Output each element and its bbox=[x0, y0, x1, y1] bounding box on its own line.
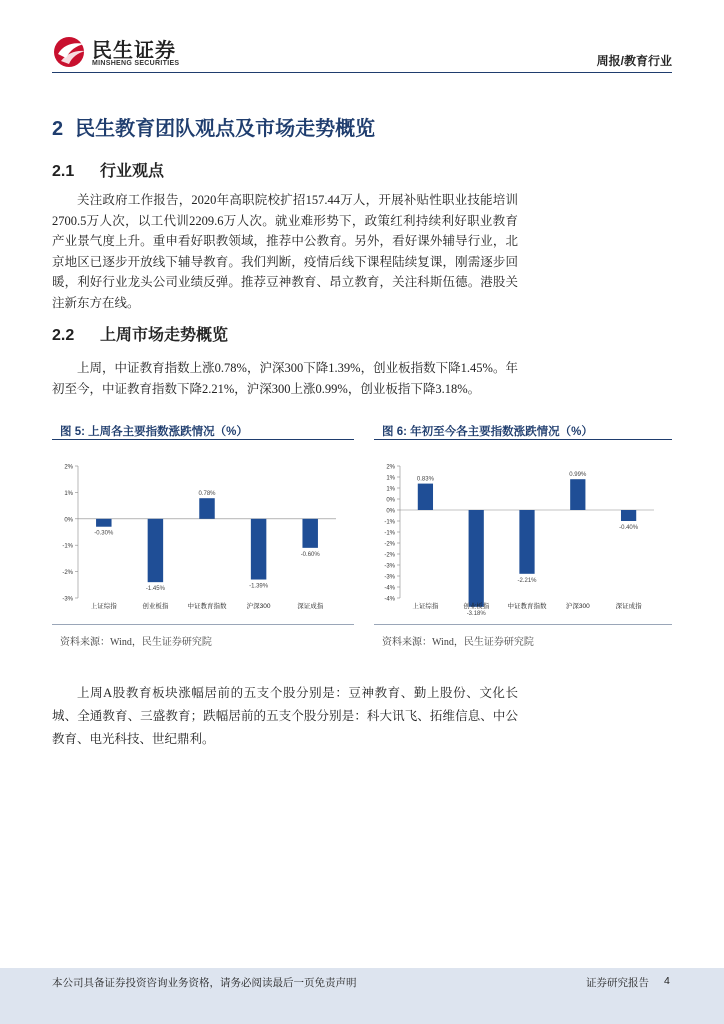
fig6-y-tick-label: -3% bbox=[384, 574, 395, 581]
fig6-category-label: 创业板指 bbox=[463, 603, 490, 610]
fig6-data-label: -3.18% bbox=[466, 610, 486, 617]
figure-5-chart bbox=[52, 448, 354, 620]
fig6-data-label: 0.83% bbox=[416, 476, 434, 483]
fig5-bar bbox=[199, 498, 214, 519]
fig6-category-label: 中证教育指数 bbox=[507, 603, 547, 610]
figure-6-title: 图 6: 年初至今各主要指数涨跌情况（%） bbox=[382, 426, 593, 438]
fig6-bar bbox=[469, 510, 484, 607]
fig5-y-tick-label: 2% bbox=[64, 464, 73, 471]
fig6-bar bbox=[519, 510, 534, 574]
section-number: 2 bbox=[52, 118, 64, 140]
fig5-bar bbox=[302, 519, 317, 548]
fig6-bar bbox=[418, 484, 433, 510]
report-tag: 周报/教育行业 bbox=[596, 54, 672, 68]
industry-view-paragraph bbox=[52, 190, 518, 313]
fig5-bar bbox=[96, 519, 111, 527]
figure-6-top-rule bbox=[374, 439, 672, 440]
fig5-y-tick-label: -1% bbox=[62, 543, 73, 550]
fig6-bar bbox=[621, 510, 636, 521]
subsection-title: 上周市场走势概览 bbox=[100, 327, 229, 344]
fig5-y-tick-label: 0% bbox=[64, 517, 73, 524]
fig6-category-label: 深证成指 bbox=[615, 603, 642, 610]
fig5-y-tick-label: 1% bbox=[64, 490, 73, 497]
footer-disclaimer: 本公司具备证券投资咨询业务资格，请务必阅读最后一页免责声明 bbox=[52, 977, 357, 989]
fig6-y-tick-label: -4% bbox=[384, 585, 395, 592]
minsheng-logo-icon bbox=[52, 34, 88, 68]
figure-5-title: 图 5: 上周各主要指数涨跌情况（%） bbox=[60, 426, 248, 438]
fig6-y-tick-label: 2% bbox=[386, 464, 395, 471]
fig6-y-tick-label: -3% bbox=[384, 563, 395, 570]
figure-6-source: 资料来源：Wind，民生证券研究院 bbox=[382, 637, 534, 648]
fig6-y-tick-label: -1% bbox=[384, 530, 395, 537]
logo-english-text: MINSHENG SECURITIES bbox=[92, 60, 180, 67]
fig5-data-label: -1.39% bbox=[249, 583, 269, 590]
footer-document-type: 证券研究报告 bbox=[586, 977, 649, 989]
subsection-heading-2-2 bbox=[52, 322, 228, 345]
fig5-data-label: -1.45% bbox=[145, 586, 165, 593]
fig5-y-tick-label: -3% bbox=[62, 596, 73, 603]
fig5-category-label: 上证综指 bbox=[90, 603, 117, 610]
fig6-y-tick-label: 1% bbox=[386, 486, 395, 493]
fig6-y-tick-label: 0% bbox=[386, 497, 395, 504]
figure-5-bottom-rule bbox=[52, 624, 354, 625]
top-stocks-paragraph bbox=[52, 682, 518, 751]
figure-5-source: 资料来源：Wind，民生证券研究院 bbox=[60, 637, 212, 648]
paragraph-text: 关注政府工作报告，2020年高职院校扩招157.44万人，开展补贴性职业技能培训2700.5万人次，以工代训2209.6万人次。就业难形势下，政策红利持续利好职业教育产业景气度上升。重申看好职教领域，推荐中公教育。另外，看好课外辅导行业，北京地区已逐步开放线下辅导教育。我们判断，疫情后线下课程陆续复课，刚需逐步回暖，利好行业龙头公司业绩反弹。推荐豆神教育、昂立教育，关注科斯伍德。港股关注新东方在线。 bbox=[52, 193, 518, 310]
fig6-data-label: -2.21% bbox=[517, 577, 537, 584]
fig6-category-label: 上证综指 bbox=[412, 603, 439, 610]
fig6-y-tick-label: 0% bbox=[386, 508, 395, 515]
fig5-category-label: 深证成指 bbox=[297, 603, 324, 610]
fig5-category-label: 中证教育指数 bbox=[187, 603, 227, 610]
header-divider bbox=[52, 72, 672, 73]
subsection-title: 行业观点 bbox=[100, 163, 165, 180]
fig6-data-label: -0.40% bbox=[619, 525, 639, 531]
section-title: 民生教育团队观点及市场走势概览 bbox=[75, 118, 376, 140]
figure-6-chart bbox=[374, 448, 672, 620]
fig5-data-label: 0.78% bbox=[198, 491, 216, 498]
fig5-bar bbox=[251, 519, 266, 580]
page-number: 4 bbox=[664, 975, 670, 987]
page-header bbox=[0, 0, 724, 80]
fig6-y-tick-label: -1% bbox=[384, 519, 395, 526]
fig5-data-label: -0.30% bbox=[94, 530, 114, 537]
fig6-y-tick-label: -4% bbox=[384, 596, 395, 603]
section-heading bbox=[52, 112, 375, 141]
fig6-y-tick-label: -2% bbox=[384, 552, 395, 559]
market-overview-paragraph bbox=[52, 358, 518, 399]
paragraph-text: 上周，中证教育指数上涨0.78%，沪深300下降1.39%，创业板指数下降1.45%。年初至今，中证教育指数下降2.21%，沪深300上涨0.99%，创业板指下降3.18%。 bbox=[52, 361, 518, 396]
fig6-category-label: 沪深300 bbox=[565, 603, 590, 610]
logo-text: 民生证券 bbox=[92, 40, 176, 62]
fig5-bar bbox=[148, 519, 163, 582]
figure-5-top-rule bbox=[52, 439, 354, 440]
fig6-bar bbox=[570, 479, 585, 510]
fig5-data-label: -0.60% bbox=[300, 551, 320, 558]
fig6-y-tick-label: -2% bbox=[384, 541, 395, 548]
fig5-y-tick-label: -2% bbox=[62, 570, 73, 577]
fig5-category-label: 创业板指 bbox=[142, 603, 169, 610]
subsection-number: 2.2 bbox=[52, 327, 75, 344]
subsection-heading-2-1 bbox=[52, 158, 164, 181]
fig6-y-tick-label: 1% bbox=[386, 475, 395, 482]
subsection-number: 2.1 bbox=[52, 163, 75, 180]
figure-6-bottom-rule bbox=[374, 624, 672, 625]
fig6-data-label: 0.99% bbox=[569, 472, 587, 479]
paragraph-text: 上周A股教育板块涨幅居前的五支个股分别是：豆神教育、勤上股份、文化长城、全通教育、三盛教育；跌幅居前的五支个股分别是：科大讯飞、拓维信息、中公教育、电光科技、世纪鼎利。 bbox=[52, 686, 518, 746]
fig5-category-label: 沪深300 bbox=[246, 603, 271, 610]
